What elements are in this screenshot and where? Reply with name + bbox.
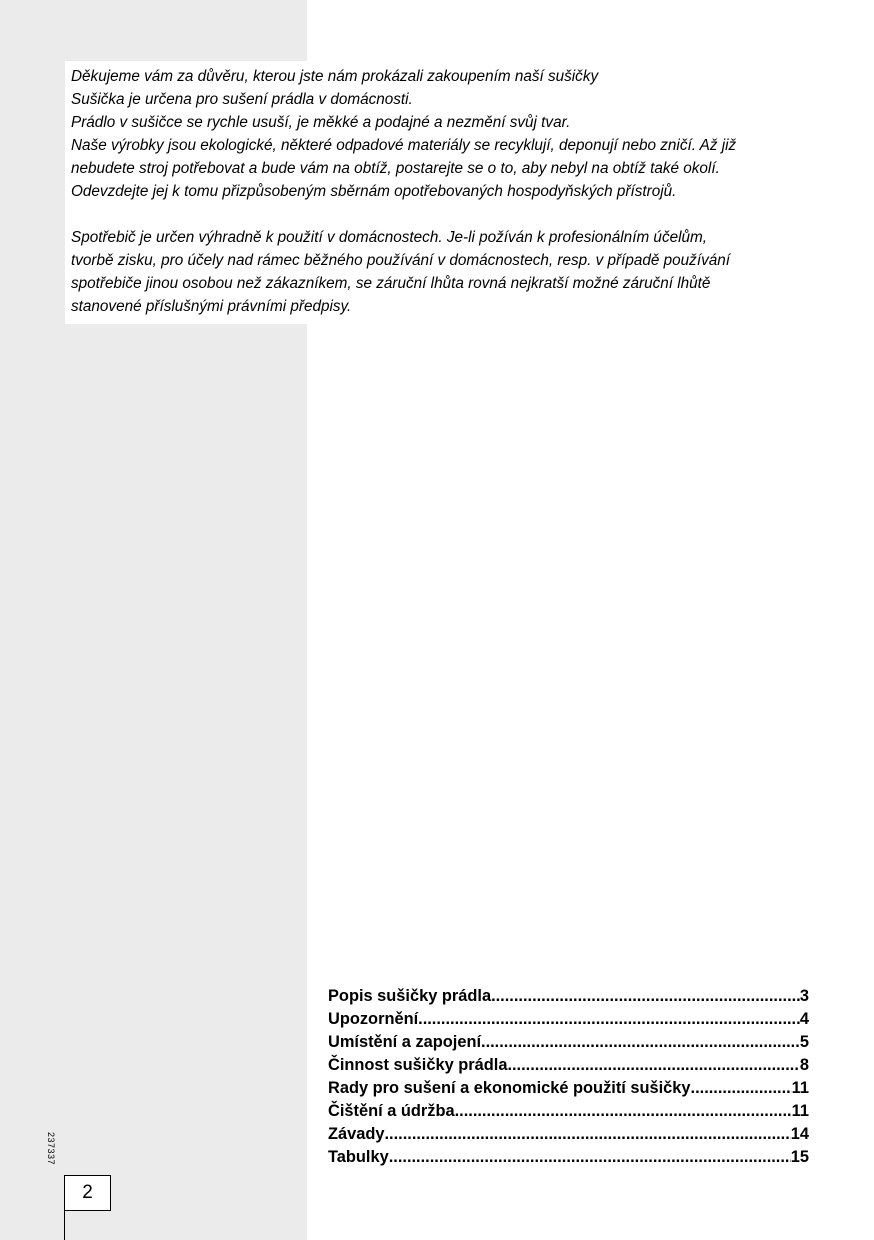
toc-entry-page: 4 xyxy=(799,1010,809,1028)
intro-line: Spotřebič je určen výhradně k použití v domácnostech. Je-li požíván k profesionálním účelům, xyxy=(71,229,707,246)
intro-line: Odevzdejte jej k tomu přizpůsobeným sběrnám opotřebovaných hospodyňských přístrojů. xyxy=(71,183,677,200)
intro-line: Prádlo v sušičce se rychle usuší, je měkké a podajné a nezmění svůj tvar. xyxy=(71,114,571,131)
toc-entry[interactable] xyxy=(328,1146,809,1169)
toc-entry[interactable] xyxy=(328,1100,809,1123)
toc-entry-page: 11 xyxy=(791,1102,809,1120)
intro-line: spotřebiče jinou osobou než zákazníkem, se záruční lhůta rovná nejkratší možné záruční lhůtě xyxy=(71,275,711,292)
toc-leader-dots xyxy=(481,1031,800,1054)
intro-line: Naše výrobky jsou ekologické, některé odpadové materiály se recyklují, deponují nebo zničí. Až již xyxy=(71,137,737,154)
toc-entry-title: Závady xyxy=(328,1125,385,1143)
intro-line: Děkujeme vám za důvěru, kterou jste nám prokázali zakoupením naší sušičky xyxy=(71,68,599,85)
toc-leader-dots xyxy=(691,1077,792,1100)
toc-entry-title: Činnost sušičky prádla xyxy=(328,1056,508,1074)
toc-entry-title: Tabulky xyxy=(328,1148,389,1166)
toc-entry-title: Upozornění xyxy=(328,1010,419,1028)
toc-entry-title: Rady pro sušení a ekonomické použití sušičky xyxy=(328,1079,691,1097)
toc-entry[interactable] xyxy=(328,1123,809,1146)
table-of-contents xyxy=(328,985,809,1169)
toc-entry[interactable] xyxy=(328,1008,809,1031)
toc-leader-dots xyxy=(491,985,800,1008)
toc-entry-page: 14 xyxy=(790,1125,809,1143)
toc-entry-page: 5 xyxy=(799,1033,809,1051)
toc-entry-page: 8 xyxy=(799,1056,809,1074)
page-number-rule xyxy=(64,1209,65,1240)
intro-line: Sušička je určena pro sušení prádla v domácnosti. xyxy=(71,91,413,108)
intro-line: nebudete stroj potřebovat a bude vám na obtíž, postarejte se o to, aby nebyl na obtíž také okolí. xyxy=(71,160,720,177)
intro-line: tvorbě zisku, pro účely nad rámec běžného používání v domácnostech, resp. v případě používání xyxy=(71,252,730,269)
page-number-box xyxy=(64,1175,111,1211)
document-code: 237337 xyxy=(46,1132,56,1166)
paragraph-gap xyxy=(71,203,811,226)
toc-leader-dots xyxy=(389,1146,791,1169)
page-number: 2 xyxy=(82,1182,93,1203)
intro-text-block xyxy=(65,61,817,324)
toc-entry-title: Umístění a zapojení xyxy=(328,1033,482,1051)
toc-entry[interactable] xyxy=(328,1077,809,1100)
toc-entry-page: 15 xyxy=(790,1148,809,1166)
toc-leader-dots xyxy=(385,1123,791,1146)
toc-leader-dots xyxy=(418,1008,800,1031)
toc-leader-dots xyxy=(507,1054,799,1077)
toc-entry[interactable] xyxy=(328,985,809,1008)
intro-line: stanovené příslušnými právními předpisy. xyxy=(71,298,352,315)
toc-entry-title: Popis sušičky prádla xyxy=(328,987,492,1005)
toc-entry-title: Čištění a údržba xyxy=(328,1102,455,1120)
toc-entry-page: 11 xyxy=(791,1079,809,1097)
toc-entry[interactable] xyxy=(328,1054,809,1077)
toc-entry-page: 3 xyxy=(799,987,809,1005)
toc-entry[interactable] xyxy=(328,1031,809,1054)
toc-leader-dots xyxy=(455,1100,792,1123)
